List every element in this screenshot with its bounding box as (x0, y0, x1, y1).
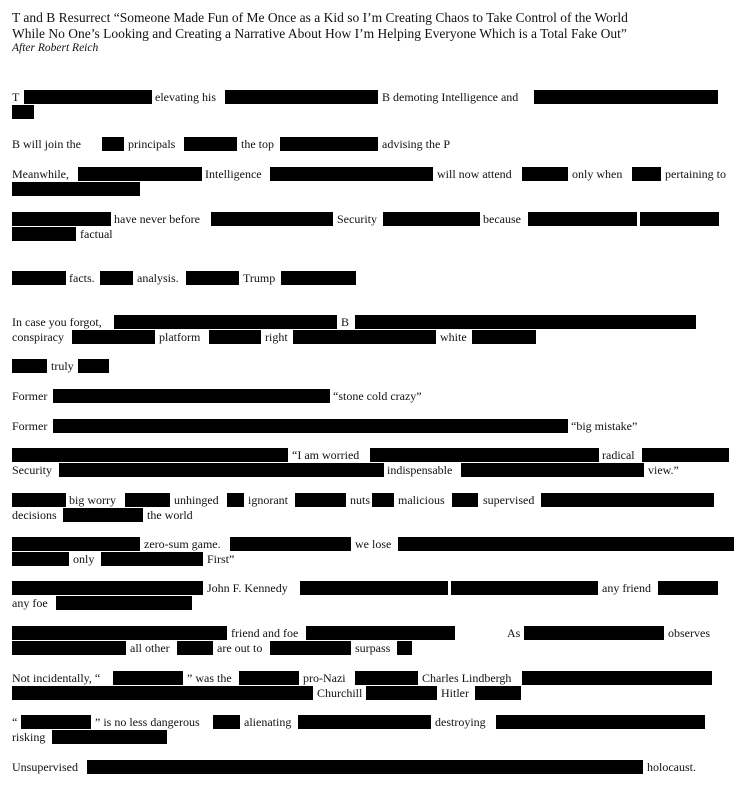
redaction-bar (211, 212, 333, 226)
visible-text-fragment: advising the P (382, 137, 450, 151)
visible-text-fragment: B demoting Intelligence and (382, 90, 519, 104)
visible-text-fragment: Meanwhile, (12, 167, 69, 181)
redaction-bar (12, 105, 34, 119)
visible-text-fragment: only when (572, 167, 623, 181)
visible-text-fragment: Not incidentally, “ (12, 671, 101, 685)
visible-text-fragment: “I am worried (292, 448, 360, 462)
redaction-bar (125, 493, 170, 507)
redaction-bar (114, 315, 337, 329)
redaction-bar (12, 537, 140, 551)
visible-text-fragment: ” is no less dangerous (95, 715, 200, 729)
redaction-bar (372, 493, 394, 507)
visible-text-fragment: B (341, 315, 350, 329)
document-byline: After Robert Reich (12, 42, 99, 54)
document-line (0, 104, 750, 120)
redaction-bar (522, 671, 712, 685)
redaction-bar (21, 715, 91, 729)
redaction-bar (78, 167, 202, 181)
visible-text-fragment: “stone cold crazy” (333, 389, 422, 403)
redaction-bar (383, 212, 480, 226)
redaction-bar (56, 596, 192, 610)
document-line (0, 507, 750, 523)
redaction-bar (12, 271, 66, 285)
redaction-bar (472, 330, 536, 344)
visible-text-fragment: big worry (69, 493, 116, 507)
document-line (0, 685, 750, 701)
visible-text-fragment: malicious (398, 493, 445, 507)
document-line (0, 226, 750, 242)
document-line (0, 580, 750, 596)
document-line (0, 329, 750, 345)
document-line (0, 270, 750, 286)
redaction-bar (534, 90, 718, 104)
redaction-bar (184, 137, 237, 151)
redaction-bar (280, 137, 378, 151)
redaction-bar (397, 641, 412, 655)
redaction-bar (366, 686, 437, 700)
redaction-bar (270, 641, 351, 655)
document-line (0, 181, 750, 197)
document-line (0, 462, 750, 478)
redaction-bar (398, 537, 734, 551)
document-line (0, 314, 750, 330)
visible-text-fragment: the top (241, 137, 274, 151)
redaction-bar (541, 493, 714, 507)
visible-text-fragment: we lose (355, 537, 392, 551)
redaction-bar (12, 359, 47, 373)
visible-text-fragment: pro-Nazi (303, 671, 346, 685)
visible-text-fragment: have never before (114, 212, 200, 226)
visible-text-fragment: unhinged (174, 493, 219, 507)
redaction-bar (72, 330, 155, 344)
document-title-line-2: While No One’s Looking and Creating a Narrative About How I’m Helping Everyone Which is a Total Fake Out” (12, 26, 627, 41)
redaction-bar (209, 330, 261, 344)
redaction-bar (12, 686, 313, 700)
visible-text-fragment: supervised (483, 493, 535, 507)
document-line (0, 640, 750, 656)
redaction-bar (461, 463, 644, 477)
document-line (0, 89, 750, 105)
document-line (0, 714, 750, 730)
visible-text-fragment: conspiracy (12, 330, 64, 344)
visible-text-fragment: radical (602, 448, 635, 462)
visible-text-fragment: Intelligence (205, 167, 262, 181)
visible-text-fragment: analysis. (137, 271, 179, 285)
redaction-bar (496, 715, 705, 729)
visible-text-fragment: Hitler (441, 686, 469, 700)
visible-text-fragment: Security (12, 463, 52, 477)
redaction-bar (370, 448, 599, 462)
redaction-bar (12, 182, 140, 196)
document-line (0, 136, 750, 152)
redaction-bar (451, 581, 598, 595)
visible-text-fragment: indispensable (387, 463, 453, 477)
visible-text-fragment: holocaust. (647, 760, 696, 774)
document-line (0, 551, 750, 567)
visible-text-fragment: risking (12, 730, 46, 744)
document-line (0, 492, 750, 508)
visible-text-fragment: are out to (217, 641, 263, 655)
document-line (0, 211, 750, 227)
redaction-bar (12, 212, 111, 226)
redaction-bar (12, 581, 203, 595)
redaction-bar (101, 552, 203, 566)
visible-text-fragment: alienating (244, 715, 292, 729)
visible-text-fragment: facts. (69, 271, 95, 285)
redaction-bar (177, 641, 213, 655)
redaction-bar (632, 167, 661, 181)
visible-text-fragment: ” was the (187, 671, 232, 685)
document-line (0, 358, 750, 374)
visible-text-fragment: T (12, 90, 20, 104)
redaction-bar (528, 212, 637, 226)
visible-text-fragment: surpass (355, 641, 391, 655)
visible-text-fragment: In case you forgot, (12, 315, 102, 329)
redaction-bar (87, 760, 643, 774)
visible-text-fragment: platform (159, 330, 201, 344)
visible-text-fragment: right (265, 330, 288, 344)
visible-text-fragment: “ (12, 715, 18, 729)
redaction-bar (102, 137, 124, 151)
document-line (0, 447, 750, 463)
redaction-bar (475, 686, 521, 700)
document-line (0, 418, 750, 434)
redaction-bar (213, 715, 240, 729)
redaction-bar (298, 715, 431, 729)
redaction-bar (52, 730, 167, 744)
visible-text-fragment: Trump (243, 271, 276, 285)
document-title-line-1: T and B Resurrect “Someone Made Fun of Me Once as a Kid so I’m Creating Chaos to Take Control of the World (12, 10, 628, 25)
redaction-bar (53, 419, 568, 433)
redaction-bar (715, 90, 718, 104)
redaction-bar (300, 581, 448, 595)
visible-text-fragment: friend and foe (231, 626, 299, 640)
document-line (0, 166, 750, 182)
redaction-bar (524, 626, 664, 640)
visible-text-fragment: decisions (12, 508, 57, 522)
redaction-bar (12, 227, 76, 241)
visible-text-fragment: “big mistake” (571, 419, 638, 433)
visible-text-fragment: As (507, 626, 521, 640)
visible-text-fragment: B will join the (12, 137, 81, 151)
redaction-bar (78, 359, 109, 373)
visible-text-fragment: only (73, 552, 95, 566)
redaction-bar (230, 537, 351, 551)
redaction-bar (12, 626, 227, 640)
visible-text-fragment: Former (12, 419, 48, 433)
visible-text-fragment: Former (12, 389, 48, 403)
redaction-bar (24, 90, 152, 104)
visible-text-fragment: factual (80, 227, 113, 241)
redaction-bar (12, 448, 288, 462)
redaction-bar (53, 389, 330, 403)
document-line (0, 759, 750, 775)
visible-text-fragment: zero-sum game. (144, 537, 221, 551)
redaction-bar (355, 671, 418, 685)
visible-text-fragment: any foe (12, 596, 48, 610)
visible-text-fragment: First” (207, 552, 235, 566)
visible-text-fragment: Churchill (317, 686, 363, 700)
visible-text-fragment: destroying (435, 715, 486, 729)
visible-text-fragment: nuts (350, 493, 371, 507)
redaction-bar (113, 671, 183, 685)
visible-text-fragment: will now attend (437, 167, 512, 181)
redaction-bar (239, 671, 299, 685)
redaction-bar (186, 271, 239, 285)
visible-text-fragment: any friend (602, 581, 651, 595)
document-line (0, 536, 750, 552)
redaction-bar (452, 493, 478, 507)
visible-text-fragment: elevating his (155, 90, 216, 104)
redaction-bar (12, 493, 66, 507)
document-line (0, 388, 750, 404)
redaction-bar (59, 463, 384, 477)
redaction-bar (355, 315, 696, 329)
visible-text-fragment: pertaining to (665, 167, 726, 181)
redaction-bar (100, 271, 133, 285)
visible-text-fragment: John F. Kennedy (207, 581, 288, 595)
visible-text-fragment: ignorant (248, 493, 288, 507)
visible-text-fragment: because (483, 212, 521, 226)
visible-text-fragment: white (440, 330, 467, 344)
redaction-bar (281, 271, 356, 285)
redaction-bar (658, 581, 718, 595)
visible-text-fragment: Charles Lindbergh (422, 671, 512, 685)
redaction-bar (295, 493, 346, 507)
visible-text-fragment: observes (668, 626, 710, 640)
redaction-bar (522, 167, 568, 181)
redaction-bar (306, 626, 455, 640)
visible-text-fragment: truly (51, 359, 74, 373)
document-line (0, 670, 750, 686)
visible-text-fragment: view.” (648, 463, 679, 477)
redaction-bar (293, 330, 436, 344)
redaction-bar (63, 508, 143, 522)
document-line (0, 625, 750, 641)
visible-text-fragment: Unsupervised (12, 760, 78, 774)
document-line (0, 595, 750, 611)
redaction-bar (12, 641, 126, 655)
redaction-bar (225, 90, 378, 104)
document-line (0, 729, 750, 745)
redaction-bar (270, 167, 433, 181)
redaction-bar (642, 448, 729, 462)
redaction-bar (640, 212, 719, 226)
visible-text-fragment: all other (130, 641, 170, 655)
visible-text-fragment: principals (128, 137, 176, 151)
redaction-bar (12, 552, 69, 566)
redaction-bar (227, 493, 244, 507)
visible-text-fragment: the world (147, 508, 193, 522)
visible-text-fragment: Security (337, 212, 377, 226)
